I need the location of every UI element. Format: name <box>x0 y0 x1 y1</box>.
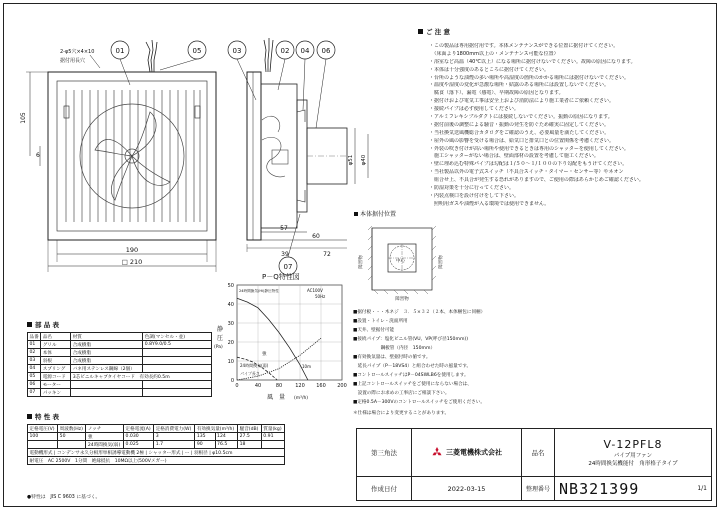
table-row <box>28 373 212 381</box>
spec-title: 特 性 表 <box>35 413 60 421</box>
pq-x-tick-label: 0 <box>235 383 239 389</box>
cell: バネ用ステンレス鋼線（2個） <box>71 365 143 373</box>
title-block <box>356 428 712 501</box>
cell <box>143 357 212 365</box>
spec-header-current: 定格電流(A) <box>124 425 154 433</box>
cell: モーター <box>41 381 71 389</box>
cell: 27.5 <box>238 433 262 441</box>
table-row <box>28 381 212 389</box>
caution-note-line: ・壁に埋め込む特殊パイプは勾配は１/５０～１/１００の下り勾配をもうけてください。 <box>429 161 628 168</box>
cell: 07 <box>28 389 41 397</box>
cell <box>143 389 212 397</box>
cell: 合成樹脂 <box>71 341 143 349</box>
caution-note-line: ・屋外の風の影響を受ける場合は、給気口と排気口との位置関係を考慮ください。 <box>429 137 615 144</box>
pq-ylabel-3: (Pa) <box>214 345 223 350</box>
spec-header-power: 定格消費電力(W) <box>154 425 195 433</box>
dim-210: □ 210 <box>121 258 143 266</box>
location-center: 中心 <box>396 259 405 264</box>
pq-curve-lo: 強 <box>262 352 267 357</box>
cell <box>71 381 143 389</box>
table-row <box>28 341 212 349</box>
caution-note-line: ・アルミフレキシブルダクトには接続しないでください。振動の原因になります。 <box>429 114 613 121</box>
parts-header-row <box>28 333 212 341</box>
location-note-12: ＊仕様は場合により変更することがあります。 <box>353 411 450 416</box>
table-row <box>28 441 285 449</box>
spec-header-notch: ノッチ <box>86 425 124 433</box>
dim-6: 6 <box>36 152 40 159</box>
location-obstacle-left: 障害物 <box>359 255 364 269</box>
location-diagram <box>354 210 444 302</box>
cell: パッキン <box>41 389 71 397</box>
table-row <box>28 449 285 457</box>
table-row <box>28 433 285 441</box>
cell: 3 <box>154 433 195 441</box>
caution-note-line: 組合せ上、不具合が発生する恐れがありますので、ご使用の際はあらかじめご確認ください。 <box>429 177 644 184</box>
cell <box>28 441 58 449</box>
caution-note-line: ・防湿対策を十分に行ってください。 <box>429 185 515 192</box>
cell: 羽根 <box>41 357 71 365</box>
dim-105: 105 <box>20 112 27 124</box>
dim-d40: φ40 <box>361 154 367 166</box>
pq-y-tick-label: 50 <box>227 283 234 289</box>
dim-d51: φ51 <box>348 154 354 166</box>
cell <box>58 441 86 449</box>
spec-footnote: ●特性は JIS C 9603 に基づく。 <box>27 495 101 500</box>
table-row <box>28 349 212 357</box>
cell: 04 <box>28 365 41 373</box>
pq-legend-2: 50Hz <box>315 294 326 299</box>
cell: 0.91 <box>261 433 284 441</box>
cell: 01 <box>28 341 41 349</box>
spec-table <box>27 424 285 465</box>
spec-insulation-row: 耐電圧 AC 2500V 1分間 絶縁抵抗 10MΩ以上(500Vメガー) <box>28 457 285 465</box>
pq-y-tick-label: 40 <box>227 302 234 308</box>
pq-curve-pipe2: 10m <box>302 364 311 369</box>
location-note-11: ■定格0.5A－300Vのコントロールスイッチをご使用ください。 <box>353 400 485 405</box>
dim-60: 60 <box>312 233 320 240</box>
number-label: 整理番号 <box>522 477 555 501</box>
location-note-10: 設置の際にお求めの工事店にご相談下さい。 <box>353 391 450 396</box>
parts-table <box>27 332 212 397</box>
caution-note-line: 照明用ガスや油煙が入る環境では使用できません。 <box>429 200 550 207</box>
parts-header-code: 品番 <box>29 334 39 340</box>
parts-title: 部 品 表 <box>35 321 60 329</box>
spec-header-airflow: 有効換気量(m³/h) <box>195 425 238 433</box>
table-row <box>28 357 212 365</box>
cell: 24時間換気(弱) <box>86 441 124 449</box>
cell: 18 <box>238 441 262 449</box>
parts-header-material: 材質 <box>71 333 143 341</box>
pq-xlabel-1: 風 量 <box>267 394 286 401</box>
caution-note-line: ・当社換気送風機総合カタログをご確認のうえ、必要風量を満たしてください。 <box>429 129 610 136</box>
cell: 03 <box>28 357 41 365</box>
location-note-3: ■天井、壁据付可能 <box>353 328 395 333</box>
dim-57: 57 <box>280 225 288 232</box>
cell: 3芯ビニルキャブタイヤコード 有効長約0.5m <box>71 373 212 381</box>
date-value: 2022-03-15 <box>412 477 522 501</box>
spec-motor-row: 電動機形式 | コンデンサ永久分相形単相誘導電動機 2極 | シャッター形式 | ー | 羽根径 | φ10.5cm <box>28 449 285 457</box>
parts-header-name: 品名 <box>41 333 71 341</box>
table-row <box>28 457 285 465</box>
spec-header-row <box>28 425 285 433</box>
caution-note-line: ・台所のような油煙の多い場所や高湿度の箇所のかかる場所には据付けないでください。 <box>429 74 630 81</box>
pq-x-tick-label: 160 <box>316 383 326 389</box>
pq-title: P－Q特性図 <box>262 273 300 281</box>
caution-note-line: 施工シャッターがない場合は、壁面部材の設置を考慮して施工ください。 <box>429 153 599 160</box>
pq-legend-1: AC100V <box>307 288 323 293</box>
pq-x-tick-label: 120 <box>295 383 305 389</box>
cell: スプリング <box>41 365 71 373</box>
caution-note-line: ・据付前後の調整による騒音・振動の発生を防ぐため確実に固定してください。 <box>429 121 610 128</box>
pq-curve-24: 24時間換気(弱) <box>240 363 269 368</box>
caution-note-line: ・この製品は専用据付用です。本体メンテナンスができる位置に据付けてください。 <box>429 43 619 49</box>
cell: 76.5 <box>215 441 238 449</box>
spec-header-frequency: 周波数(Hz) <box>58 425 86 433</box>
date-label: 作成日付 <box>357 477 412 501</box>
parts-header-color: 色調(マンセル・並) <box>143 333 212 341</box>
cell: 0.025 <box>124 441 154 449</box>
pq-x-tick-label: 80 <box>275 383 283 389</box>
mitsubishi-logo <box>431 447 443 458</box>
cell: 124 <box>215 433 238 441</box>
pq-y-tick-label: 0 <box>230 378 234 384</box>
location-obstacle-bottom: 障害物 <box>395 297 409 302</box>
location-note-5: 鋼板管（内径 150mm） <box>353 346 436 351</box>
company-name: 三菱電機株式会社 <box>446 448 502 457</box>
location-note-8: ■コントロールスイッチはP－04SWLB6を使用します。 <box>353 373 469 378</box>
table-row <box>28 365 212 373</box>
cell: 電源コード <box>41 373 71 381</box>
balloon-03: 03 <box>232 47 242 55</box>
cell: 02 <box>28 349 41 357</box>
balloon-06: 06 <box>321 47 331 55</box>
pq-curve-top: 24時間換気(Hi)静圧特性 <box>239 289 279 293</box>
spec-header-mass: 質量(kg) <box>261 425 284 433</box>
balloon-02: 02 <box>280 47 290 55</box>
cell: 135 <box>195 433 215 441</box>
location-note-6: ■有効換気量は、壁据付時の値です。 <box>353 355 431 360</box>
spec-header-noise: 騒音(dB) <box>238 425 262 433</box>
dim-190: 190 <box>125 246 139 254</box>
pq-ylabel-1: 静 <box>217 326 224 333</box>
pq-y-tick-label: 30 <box>227 321 234 327</box>
cell: 合成樹脂 <box>71 357 143 365</box>
cell: 0.030 <box>124 433 154 441</box>
number-cell <box>555 477 712 501</box>
caution-note-line: ・据付けおよび電気工事は安全上および消防法により施工業者にご依頼ください。 <box>429 98 615 105</box>
balloon-07: 07 <box>283 263 293 271</box>
location-note-2: ■設置・トイレ・洗面所用 <box>353 319 408 324</box>
location-obstacle-right: 障害物 <box>439 255 444 269</box>
caution-note-line: （床面より1800mm以上の・メンテナンス可能な位置） <box>429 50 559 57</box>
model-number: V-12PFL8 <box>603 438 663 451</box>
screw-note-1: 2-φ5穴×4×10 <box>60 49 95 55</box>
pq-ylabel-2: 圧 <box>217 335 224 342</box>
caution-note-line: ・内装点検口を設け付けをして下さい。 <box>429 192 520 199</box>
cell <box>143 365 212 373</box>
pq-curve-pipe: パイプ長さ <box>240 371 260 376</box>
pq-y-tick-label: 10 <box>227 359 234 365</box>
pq-xlabel-2: (m³/h) <box>294 396 309 401</box>
angle-label: 第三角法 <box>357 429 412 477</box>
pq-x-tick-label: 200 <box>337 383 347 389</box>
cell: 0.8Y9.0/0.5 <box>143 341 212 349</box>
balloon-01: 01 <box>115 47 125 55</box>
notes-title: ご 注 意 <box>426 28 451 36</box>
page-number: 1/1 <box>697 484 707 492</box>
cell: 100 <box>28 433 58 441</box>
name-label: 品名 <box>522 429 555 477</box>
cell: 強 <box>86 433 124 441</box>
balloon-04: 04 <box>300 47 310 55</box>
table-row <box>28 389 212 397</box>
caution-notes <box>429 43 709 209</box>
side-view <box>228 38 368 275</box>
spec-header-voltage: 定格電圧(V) <box>28 425 58 433</box>
cell: 本体 <box>41 349 71 357</box>
screw-note-2: 据付用長穴 <box>60 58 86 64</box>
caution-note-line: ・当社製品以外の電子式スイッチ（不具合スイッチ・タイマー・センサー等）やネオン <box>429 169 624 176</box>
caution-note-line: ・本体は十分強度のあるところに据付けてください。 <box>429 66 550 73</box>
cell <box>143 381 212 389</box>
location-notes <box>353 308 485 416</box>
company-cell <box>412 429 522 477</box>
dim-39: 39 <box>281 251 289 258</box>
caution-note-line: ・浴室など高温（40℃以上）になる場所に据付けないでください。故障の原因になります。 <box>429 58 636 65</box>
caution-note-line: ・外装の吹き付けが高い場所や使用できるときは専用のシャッターを使用してください。 <box>429 145 629 152</box>
caution-note-line: ・温度や湿度の変化が急激な場所・結露のある場所には設置しないでください。 <box>429 82 610 89</box>
cell <box>261 441 284 449</box>
cell <box>71 389 143 397</box>
model-desc-2: 24時間換気機能付 角形格子タイプ <box>588 461 678 467</box>
dim-72: 72 <box>323 251 331 258</box>
cell: 合成樹脂 <box>71 349 143 357</box>
location-note-9: ■上記コントロールスイッチをご使用にならない場合は、 <box>353 382 472 387</box>
cell <box>143 349 212 357</box>
cell: 1.7 <box>154 441 195 449</box>
cell: 05 <box>28 373 41 381</box>
caution-note-line: 腐食（落下）、漏電（感電）、早期故障の原因となります。 <box>429 90 564 97</box>
front-view <box>20 40 216 272</box>
cell: 90 <box>195 441 215 449</box>
model-cell <box>555 429 712 477</box>
balloon-05: 05 <box>192 47 202 55</box>
location-note-7: 延長パイプ（P－18VS4）と組合わせた時の風量です。 <box>353 364 472 369</box>
location-note-1: ■据付板・・・木ネジ ３．５×３２（２本、本体梱包に同梱） <box>353 310 486 315</box>
cell: グリル <box>41 341 71 349</box>
model-desc-1: パイプ用ファン <box>613 453 653 459</box>
location-note-4: ■接続パイプ：塩化ビニル管(VU、VP(呼び径150mm)) <box>353 337 469 342</box>
cell: 06 <box>28 381 41 389</box>
pq-chart <box>214 272 347 401</box>
location-title: 本体据付位置 <box>360 211 397 218</box>
cell: 50 <box>58 433 86 441</box>
pq-x-tick-label: 40 <box>254 383 262 389</box>
pq-y-tick-label: 20 <box>227 340 234 346</box>
drawing-number: NB321399 <box>559 479 640 498</box>
caution-note-line: ・接続パイプは必ず使用してください。 <box>429 106 519 113</box>
